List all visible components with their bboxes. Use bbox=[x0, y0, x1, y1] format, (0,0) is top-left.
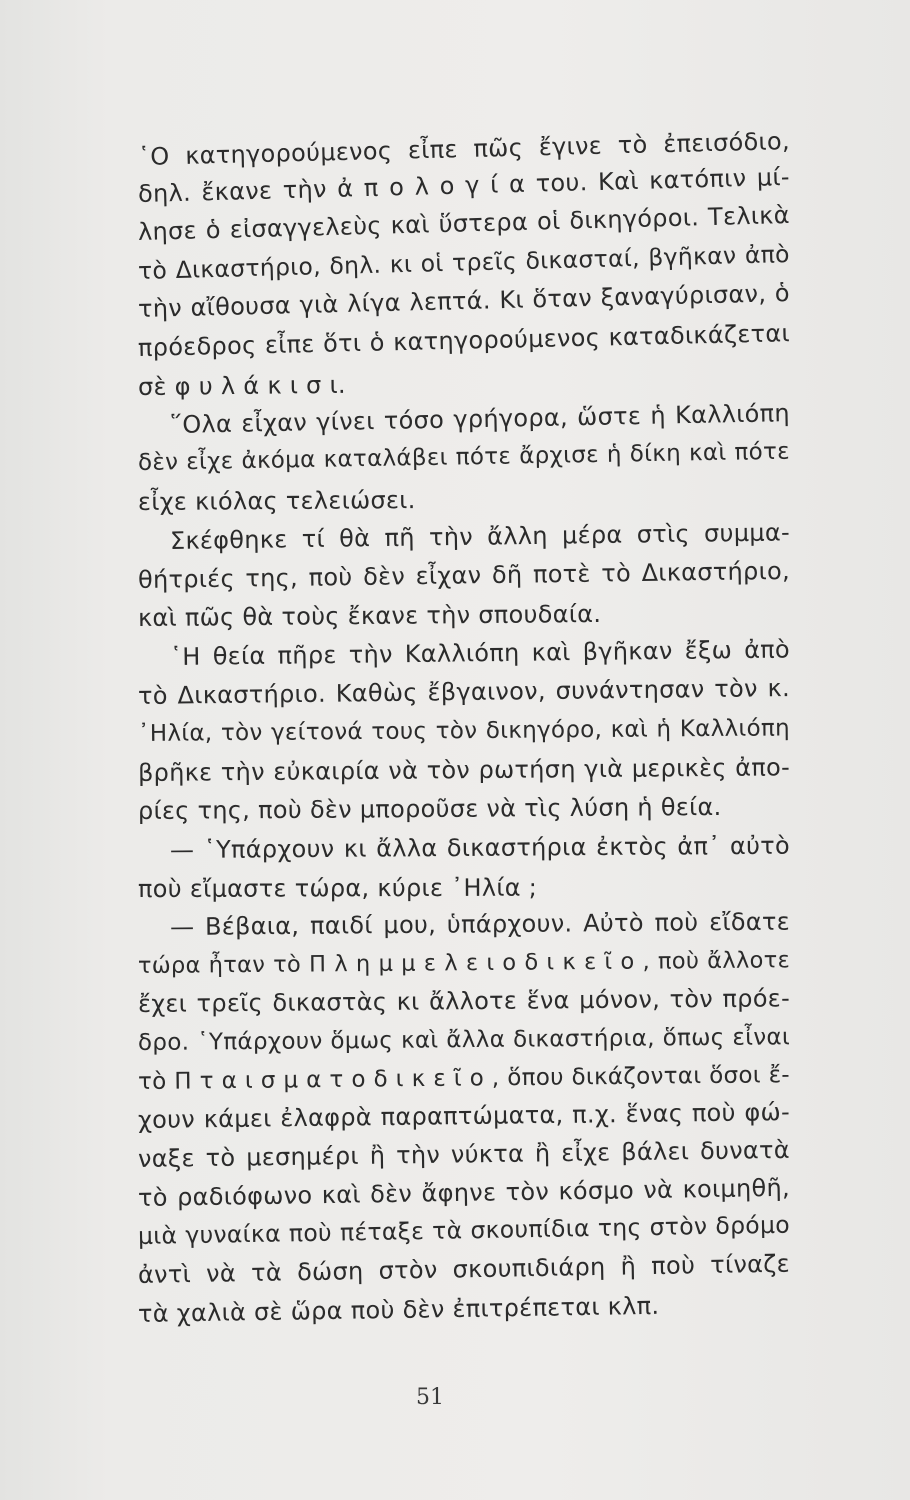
text-line: δρο. ῾Υπάρχουν ὅμως καὶ ἄλλα δικαστήρια, ὅπως εἶναι bbox=[137, 1024, 791, 1056]
text-line: ποὺ εἴμαστε τώρα, κύριε ᾿Ηλία ; bbox=[137, 873, 538, 903]
text-line: ρίες της, ποὺ δὲν μποροῦσε νὰ τὶς λύση ἡ θεία. bbox=[137, 792, 722, 825]
body-text bbox=[137, 127, 791, 1380]
text-line: δὲν εἶχε ἀκόμα καταλάβει πότε ἄρχισε ἡ δίκη καὶ πότε bbox=[137, 438, 791, 476]
text-line: τὸ Δικαστήριο, δηλ. κι οἱ τρεῖς δικασταί, βγῆκαν ἀπὸ bbox=[137, 239, 791, 285]
text-line: τώρα ἦταν τὸ Π λ η μ μ ε λ ε ι ο δ ι κ ε ῖ ο , ποὺ ἄλλοτε bbox=[137, 947, 791, 979]
text-line: χουν κάμει ἐλαφρὰ παραπτώματα, π.χ. ἕνας ποὺ φώ- bbox=[137, 1098, 791, 1134]
text-line: τὰ χαλιὰ σὲ ὥρα ποὺ δὲν ἐπιτρέπεται κλπ. bbox=[137, 1291, 660, 1328]
page-number: 51 bbox=[416, 1385, 444, 1410]
text-line: βρῆκε τὴν εὐκαιρία νὰ τὸν ρωτήση γιὰ μερικὲς ἀπο- bbox=[137, 753, 791, 787]
text-line: σὲ φ υ λ ά κ ι σ ι. bbox=[137, 370, 347, 401]
text-line: ἔχει τρεῖς δικαστὰς κι ἄλλοτε ἕνα μόνον, τὸν πρόε- bbox=[137, 984, 791, 1018]
text-line: πρόεδρος εἶπε ὅτι ὁ κατηγορούμενος καταδικάζεται bbox=[137, 319, 791, 362]
text-line: θήτριές της, ποὺ δὲν εἶχαν δῆ ποτὲ τὸ Δικαστήριο, bbox=[137, 556, 791, 594]
text-line: Σκέφθηκε τί θὰ πῆ τὴν ἄλλη μέρα στὶς συμμα- bbox=[169, 518, 791, 555]
text-line: τὴν αἴθουσα γιὰ λίγα λεπτά. Κι ὅταν ξαναγύρισαν, ὁ bbox=[137, 279, 791, 323]
text-line: μιὰ γυναίκα ποὺ πέταξε τὰ σκουπίδια της στὸν δρόμο bbox=[137, 1210, 791, 1250]
text-line: τὸ Π τ α ι σ μ α τ ο δ ι κ ε ῖ ο , ὅπου δικάζονται ὅσοι ἔ- bbox=[137, 1062, 791, 1095]
text-line: ῾Η θεία πῆρε τὴν Καλλιόπη καὶ βγῆκαν ἔξω ἀπὸ bbox=[169, 635, 791, 671]
text-line: ἀντὶ νὰ τὰ δώση στὸν σκουπιδιάρη ἢ ποὺ τίναζε bbox=[137, 1249, 791, 1289]
text-line: ναξε τὸ μεσημέρι ἢ τὴν νύκτα ἢ εἶχε βάλει δυνατὰ bbox=[137, 1135, 791, 1173]
text-line: ᾿Ηλία, τὸν γείτονά τους τὸν δικηγόρο, καὶ ἡ Καλλιόπη bbox=[137, 715, 791, 747]
text-line: τὸ Δικαστήριο. Καθὼς ἔβγαινον, συνάντησαν τὸν κ. bbox=[137, 674, 791, 710]
text-line: — ῾Υπάρχουν κι ἄλλα δικαστήρια ἐκτὸς ἀπ᾿ αὐτὸ bbox=[169, 831, 791, 864]
text-line: ῞Ολα εἶχαν γίνει τόσο γρήγορα, ὥστε ἡ Καλλιόπη bbox=[169, 399, 791, 439]
text-line: ῾Ο κατηγορούμενος εἶπε πῶς ἔγινε τὸ ἐπεισόδιο, bbox=[137, 127, 791, 171]
text-line: εἶχε κιόλας τελειώσει. bbox=[137, 486, 416, 516]
text-line: λησε ὁ εἰσαγγελεὺς καὶ ὕστερα οἱ δικηγόροι. Τελικὰ bbox=[137, 200, 791, 246]
text-line: δηλ. ἔκανε τὴν ἀ π ο λ ο γ ί α του. Καὶ κατόπιν μί- bbox=[137, 162, 791, 208]
text-line: καὶ πῶς θὰ τοὺς ἔκανε τὴν σπουδαία. bbox=[137, 599, 602, 632]
text-line: τὸ ραδιόφωνο καὶ δὲν ἄφηνε τὸν κόσμο νὰ κοιμηθῆ, bbox=[137, 1173, 791, 1212]
text-line: — Βέβαια, παιδί μου, ὑπάρχουν. Αὐτὸ ποὺ εἴδατε bbox=[169, 907, 791, 941]
